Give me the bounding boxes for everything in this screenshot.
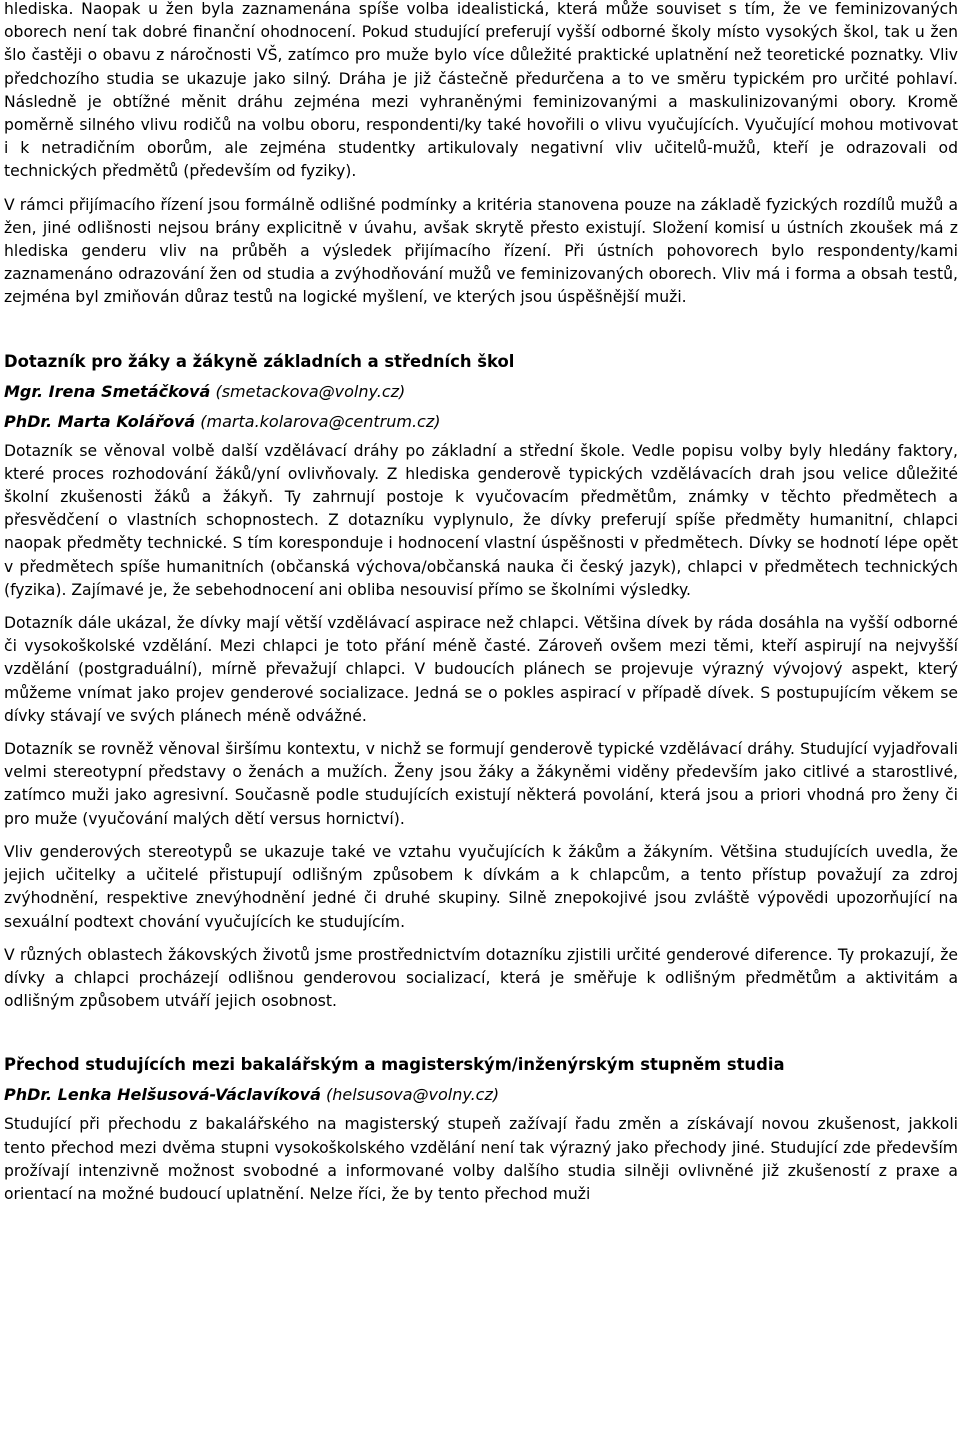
- paragraph: V různých oblastech žákovských životů jsme prostřednictvím dotazníku zjistili určité genderové diference. Ty prokazují, že dívky a chlapci procházejí odlišnou genderovou socializací, která je směřuje k odlišným předmětům a aktivitám a odlišným způsobem utváří jejich osobnost.: [4, 945, 958, 1011]
- author-email: (marta.kolarova@centrum.cz): [200, 411, 441, 431]
- document-page: [4, 0, 958, 1216]
- paragraph: Studující při přechodu z bakalářského na magisterský stupeň zažívají řadu změn a získávají novou zkušenost, jakkoli tento přechod mezi dvěma stupni vysokoškolského vzdělání není tak výrazný jako přechody jiné. Studující zde především prožívají intenzivně možnost svobodné a informované volby dalšího studia silněji ovlivněné již zkušeností z praxe a orientací na možné budoucí uplatnění. Nelze říci, že by tento přechod muži: [4, 1115, 958, 1203]
- author-name: PhDr. Lenka Helšusová-Václavíková: [4, 1085, 321, 1105]
- section-transition: [4, 1053, 958, 1206]
- author-name: PhDr. Marta Kolářová: [4, 411, 196, 431]
- author-line: [4, 380, 958, 404]
- section-questionnaire: [4, 350, 958, 1014]
- paragraph: hlediska. Naopak u žen byla zaznamenána spíše volba idealistická, která může souviset s tím, že ve feminizovaných oborech není tak dobré finanční ohodnocení. Pokud studující preferují vyšší odborné školy místo vysokých škol, tak u žen šlo častěji o obavu z náročnosti VŠ, zatímco pro muže bylo více důležité praktické uplatnění než teoretické poznatky. Vliv předchozího studia se ukazuje jako silný. Dráha je již částečně předurčena a to ve směru typickém pro určité pohlaví. Následně je obtížné měnit dráhu zejména mezi vyhraněnými feminizovanými a maskulinizovanými obory. Kromě poměrně silného vlivu rodičů na volbu oboru, respondenti/ky také hovořili o vlivu vyučujících. Vyučující mohou motivovat i k netradičním oborům, ale zejména studentky artikulovaly negativní vliv učitelů-mužů, kteří je odrazovali od technických předmětů (především od fyziky).: [4, 0, 958, 181]
- paragraph: V rámci přijímacího řízení jsou formálně odlišné podmínky a kritéria stanovena pouze na základě fyzických rozdílů mužů a žen, jiné odlišnosti nejsou brány explicitně v úvahu, avšak skrytě přesto existují. Složení komisí u ústních zkoušek má z hlediska genderu vliv na průběh a výsledek přijímacího řízení. Při ústních pohovorech bylo respondenty/kami zaznamenáno odrazování žen od studia a zvýhodňování mužů ve feminizovaných oborech. Vliv má i forma a obsah testů, zejména byl zmiňován důraz testů na logické myšlení, ve kterých jsou úspěšnější muži.: [4, 195, 958, 307]
- paragraph: Dotazník dále ukázal, že dívky mají větší vzdělávací aspirace než chlapci. Většina dívek by ráda dosáhla na vyšší odborné či vysokoškolské vzdělání. Mezi chlapci je toto přání méně časté. Zároveň ovšem mezi těmi, kteří aspirují na nejvyšší vzdělání (postgraduální), mírně převažují chlapci. V budoucích plánech se projevuje výrazný vývojový aspekt, který můžeme vnímat jako projev genderové socializace. Jedná se o pokles aspirací v případě dívek. S postupujícím věkem se dívky stávají ve svých plánech méně odvážné.: [4, 614, 958, 725]
- author-line: [4, 1083, 958, 1107]
- paragraph: Dotazník se věnoval volbě další vzdělávací dráhy po základní a střední škole. Vedle popisu volby byly hledány faktory, které proces rozhodování žáků/yní ovlivňovaly. Z hlediska genderově typických vzdělávacích drah jsou velice důležité školní zkušenosti žáků a žákyň. Ty zahrnují postoje k vyučovacím předmětům, známky v těchto předmětech a přesvědčení o vlastních schopnostech. Z dotazníku vyplynulo, že dívky preferují spíše předměty humanitní, chlapci naopak předměty technické. S tím koresponduje i hodnocení vlastní úspěšnosti v předmětech. Dívky se hodnotí lépe opět v předmětech spíše humanitních (občanská výchova/občanská nauka či český jazyk), chlapci v předmětech technických (fyzika). Zajímavé je, že sebehodnocení ani obliba nesouvisí přímo se školními výsledky.: [4, 441, 958, 599]
- author-name: Mgr. Irena Smetáčková: [4, 381, 211, 401]
- paragraph: Vliv genderových stereotypů se ukazuje také ve vztahu vyučujících k žákům a žákyním. Většina studujících uvedla, že jejich učitelky a učitelé přistupují odlišným způsobem k dívkám a k chlapcům, a tento přístup považují za zdroj zvýhodnění, respektive znevýhodnění jedné či druhé skupiny. Silně znepokojivé jsou zvláště výpovědi upozorňující na sexuální podtext chování vyučujících ke studujícím.: [4, 842, 958, 931]
- author-email: (helsusova@volny.cz): [325, 1085, 500, 1105]
- section-heading: Dotazník pro žáky a žákyně základních a středních škol: [4, 351, 515, 371]
- author-line: [4, 410, 958, 434]
- paragraph: Dotazník se rovněž věnoval širšímu kontextu, v nichž se formují genderově typické vzdělávací dráhy. Studující vyjadřovali velmi stereotypní představy o ženách a mužích. Ženy jsou žáky a žákyněmi viděny především jako citlivé a starostlivé, zatímco muži jako agresivní. Současně podle studujících existují některá povolání, která jsou a priori vhodná pro ženy či pro muže (vyučování malých dětí versus hornictví).: [4, 740, 958, 828]
- section-heading: Přechod studujících mezi bakalářským a magisterským/inženýrským stupněm studia: [4, 1055, 785, 1075]
- author-email: (smetackova@volny.cz): [215, 381, 406, 401]
